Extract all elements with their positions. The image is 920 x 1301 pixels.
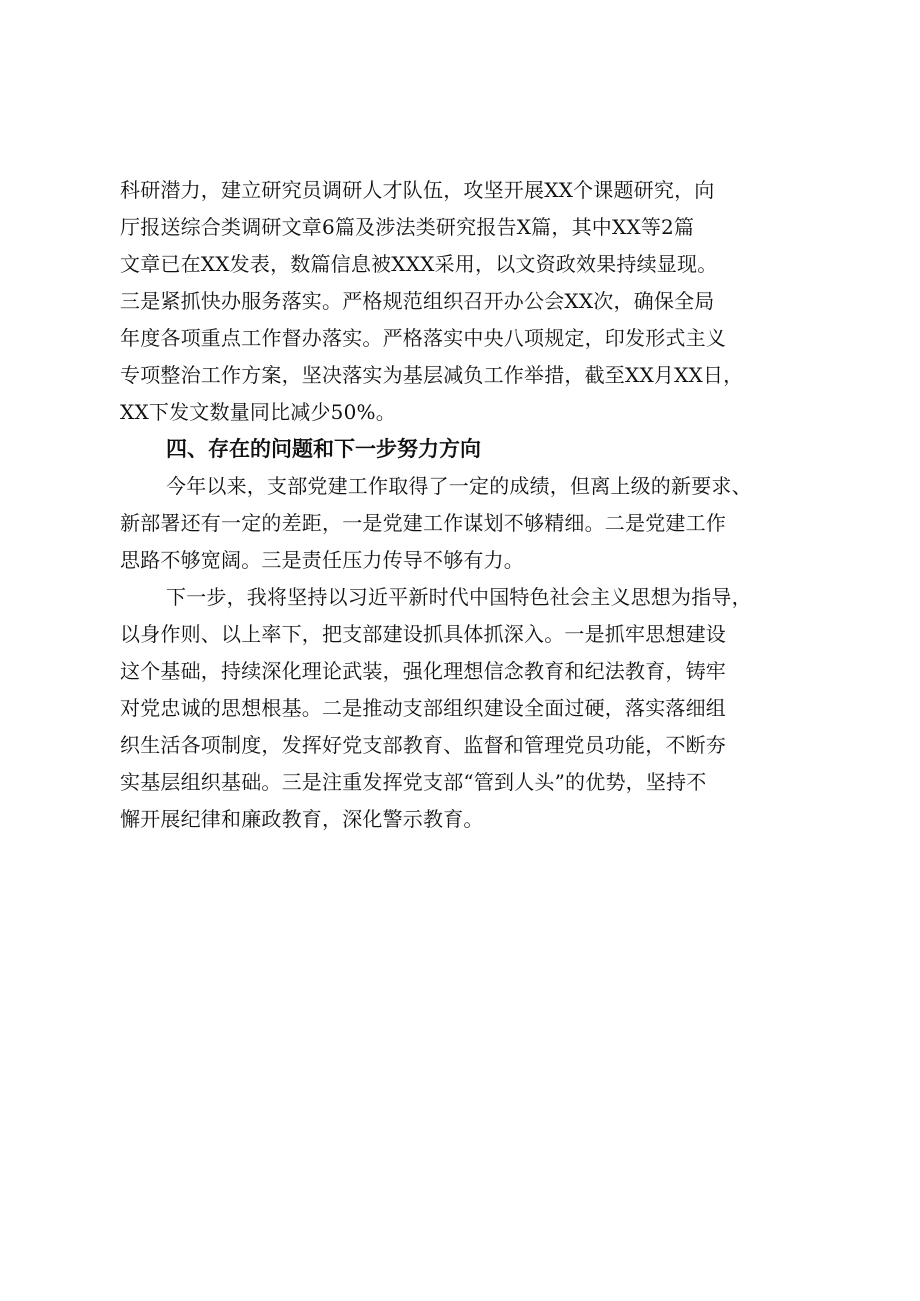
section-heading: 四、存在的问题和下一步努力方向 [166, 437, 481, 461]
text-line: 厅报送综合类调研文章6篇及涉法类研究报告X篇，其中XX等2篇 [120, 215, 695, 239]
text-line: 思路不够宽阔。三是责任压力传导不够有力。 [120, 548, 524, 572]
text-line: XX下发文数量同比减少50%。 [120, 400, 396, 424]
text-line: 织生活各项制度，发挥好党支部教育、监督和管理党员功能，不断夯 [120, 733, 726, 757]
paragraph-next-steps [120, 579, 810, 838]
text-line: 科研潜力，建立研究员调研人才队伍，攻坚开展XX个课题研究，向 [120, 178, 715, 202]
text-line: 年度各项重点工作督办落实。严格落实中央八项规定，印发形式主义 [120, 326, 726, 350]
paragraph-continuation [120, 172, 810, 431]
text-line: 新部署还有一定的差距，一是党建工作谋划不够精细。二是党建工作 [120, 511, 726, 535]
text-line: 以身作则、以上率下，把支部建设抓具体抓深入。一是抓牢思想建设 [120, 622, 726, 646]
text-line: 懈开展纪律和廉政教育，深化警示教育。 [120, 807, 484, 831]
paragraph-problems [120, 468, 810, 579]
text-line: 下一步，我将坚持以习近平新时代中国特色社会主义思想为指导， [166, 585, 752, 609]
text-line: 这个基础，持续深化理论武装，强化理想信念教育和纪法教育，铸牢 [120, 659, 726, 683]
document-body [120, 172, 810, 838]
text-line: 文章已在XX发表，数篇信息被XXX采用，以文资政效果持续显现。 [120, 252, 718, 276]
text-line: 实基层组织基础。三是注重发挥党支部“管到人头”的优势，坚持不 [120, 770, 707, 794]
text-line: 对党忠诚的思想根基。二是推动支部组织建设全面过硬，落实落细组 [120, 696, 726, 720]
text-line: 今年以来，支部党建工作取得了一定的成绩，但离上级的新要求、 [166, 474, 752, 498]
text-line: 专项整治工作方案，坚决落实为基层减负工作举措，截至XX月XX日， [120, 363, 744, 387]
text-line: 三是紧抓快办服务落实。严格规范组织召开办公会XX次，确保全局 [120, 289, 715, 313]
